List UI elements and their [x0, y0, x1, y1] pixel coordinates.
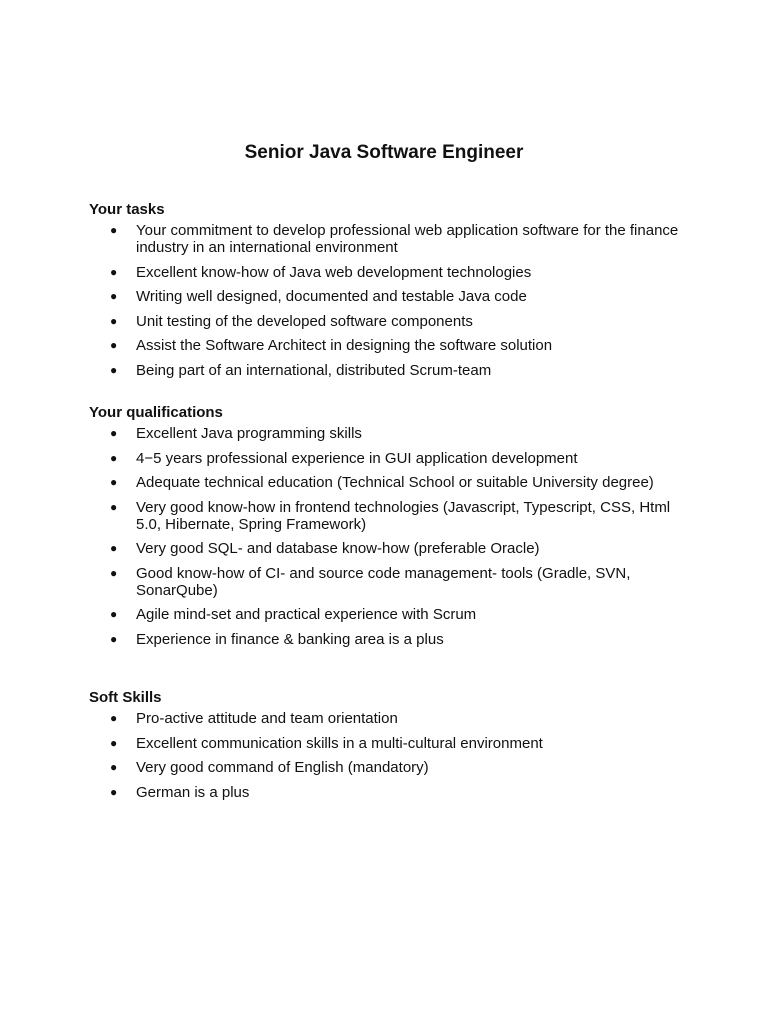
bullet-list: [89, 710, 689, 801]
bullet-list: [89, 425, 689, 648]
list-item-text: Excellent Java programming skills: [136, 425, 362, 442]
bullet-list: [89, 222, 689, 379]
list-item: [89, 540, 689, 557]
bullet-icon: ●: [110, 760, 118, 774]
list-item: [89, 222, 689, 256]
bullet-icon: ●: [110, 607, 118, 621]
list-item: [89, 784, 689, 801]
document-title: Senior Java Software Engineer: [244, 142, 524, 163]
list-item-text: Agile mind-set and practical experience with Scrum: [136, 606, 477, 623]
bullet-icon: ●: [110, 338, 118, 352]
list-item: [89, 425, 689, 442]
section-your-qualifications: [89, 404, 689, 655]
list-item: [89, 474, 689, 491]
list-item: [89, 264, 689, 281]
list-item-text: Being part of an international, distributed Scrum-team: [136, 361, 492, 379]
list-item: [89, 631, 689, 648]
list-item: [89, 450, 689, 467]
list-item-text: Writing well designed, documented and testable Java code: [136, 288, 527, 305]
bullet-icon: ●: [110, 362, 118, 377]
list-item-text: Your commitment to develop professional web application software for the finance industry in an international environment: [136, 222, 679, 256]
bullet-icon: ●: [110, 631, 118, 646]
bullet-icon: ●: [110, 541, 118, 555]
list-item: [89, 313, 689, 330]
list-item-text: Excellent communication skills in a multi-cultural environment: [136, 734, 543, 752]
bullet-icon: ●: [110, 313, 118, 328]
list-item-text: Very good command of English (mandatory): [136, 759, 429, 776]
bullet-icon: ●: [110, 223, 118, 237]
section-heading: Your tasks: [89, 201, 165, 218]
section-your-tasks: [89, 201, 689, 386]
list-item-text: Adequate technical education (Technical School or suitable University degree): [136, 474, 654, 491]
bullet-icon: ●: [110, 565, 118, 580]
section-heading: Your qualifications: [89, 404, 223, 421]
section-heading: Soft Skills: [89, 689, 162, 706]
list-item: [89, 606, 689, 623]
bullet-icon: ●: [110, 475, 118, 489]
bullet-icon: ●: [110, 264, 118, 279]
section-soft-skills: [89, 689, 689, 808]
list-item-text: Excellent know-how of Java web development technologies: [136, 263, 532, 281]
list-item-text: 4−5 years professional experience in GUI application development: [136, 449, 578, 467]
bullet-icon: ●: [110, 289, 118, 303]
list-item: [89, 710, 689, 727]
bullet-icon: ●: [110, 426, 118, 440]
list-item: [89, 759, 689, 776]
list-item: [89, 499, 689, 533]
bullet-icon: ●: [110, 784, 118, 799]
list-item-text: Very good know-how in frontend technologies (Javascript, Typescript, CSS, Html 5.0, Hibernate, Spring Framework): [136, 498, 671, 533]
list-item-text: Experience in finance & banking area is a plus: [136, 630, 444, 648]
bullet-icon: ●: [110, 711, 118, 725]
bullet-icon: ●: [110, 499, 118, 514]
list-item-text: Unit testing of the developed software components: [136, 312, 473, 330]
list-item: [89, 565, 689, 599]
list-item-text: German is a plus: [136, 783, 250, 801]
list-item-text: Good know-how of CI- and source code management- tools (Gradle, SVN, SonarQube): [136, 564, 631, 599]
list-item: [89, 337, 689, 354]
list-item: [89, 362, 689, 379]
list-item-text: Very good SQL- and database know-how (preferable Oracle): [136, 540, 540, 557]
bullet-icon: ●: [110, 735, 118, 750]
list-item-text: Pro-active attitude and team orientation: [136, 710, 398, 727]
list-item: [89, 288, 689, 305]
bullet-icon: ●: [110, 450, 118, 465]
list-item: [89, 735, 689, 752]
list-item-text: Assist the Software Architect in designing the software solution: [136, 337, 553, 354]
